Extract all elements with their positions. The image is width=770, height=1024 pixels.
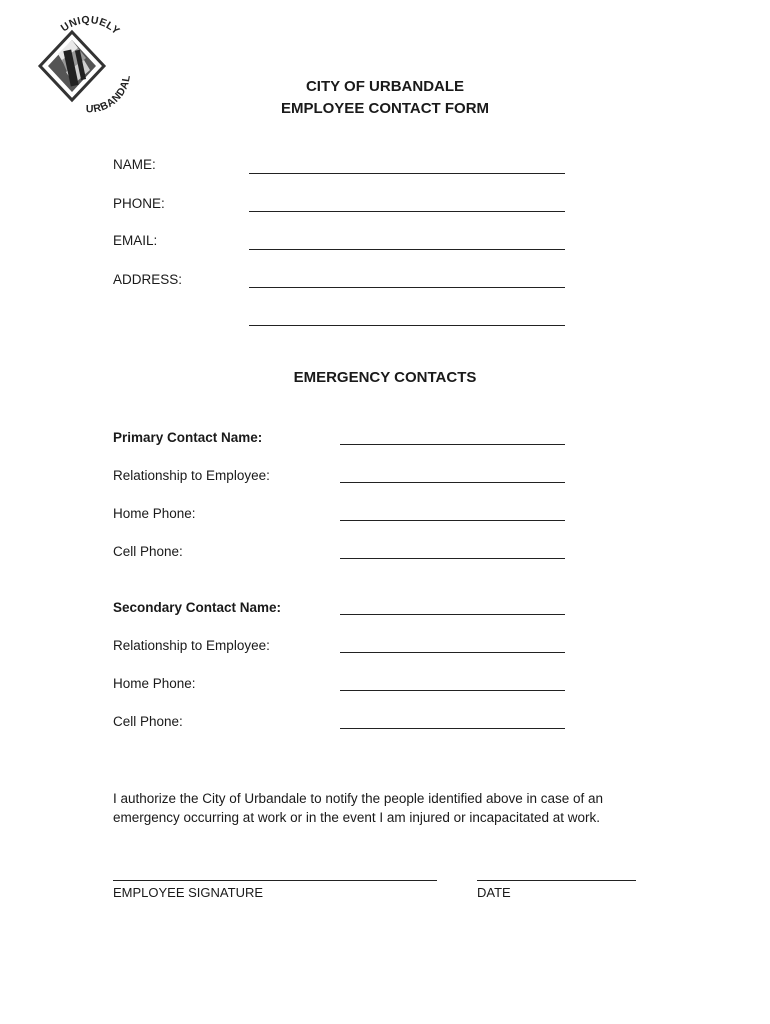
authorization-line-1: I authorize the City of Urbandale to notify the people identified above in case of an [113,791,604,806]
date-label: DATE [477,885,511,900]
name-label: NAME: [113,157,156,172]
secondary-cell-phone-label: Cell Phone: [113,714,183,729]
primary-contact-name-field[interactable] [340,444,565,445]
address-label: ADDRESS: [113,272,183,287]
employee-signature-field[interactable] [113,880,437,881]
secondary-contact-name-label: Secondary Contact Name: [113,600,282,615]
form-title-city: CITY OF URBANDALE [305,78,465,95]
name-field[interactable] [249,173,565,174]
authorization-line-2: emergency occurring at work or in the event I am injured or incapacitated at work. [113,810,600,825]
logo-arc-top-text: UNIQUELY [58,14,123,38]
primary-relationship-field[interactable] [340,482,565,483]
date-field[interactable] [477,880,636,881]
primary-relationship-label: Relationship to Employee: [113,468,270,483]
employee-signature-label: EMPLOYEE SIGNATURE [113,885,264,900]
secondary-home-phone-field[interactable] [340,690,565,691]
primary-home-phone-field[interactable] [340,520,565,521]
emergency-contacts-heading: EMERGENCY CONTACTS [293,369,477,386]
primary-cell-phone-field[interactable] [340,558,565,559]
email-field[interactable] [249,249,565,250]
primary-home-phone-label: Home Phone: [113,506,196,521]
address-field-line2[interactable] [249,325,565,326]
secondary-cell-phone-field[interactable] [340,728,565,729]
phone-field[interactable] [249,211,565,212]
phone-label: PHONE: [113,196,165,211]
address-field-line1[interactable] [249,287,565,288]
secondary-relationship-field[interactable] [340,652,565,653]
secondary-contact-name-field[interactable] [340,614,565,615]
secondary-relationship-label: Relationship to Employee: [113,638,270,653]
logo-arc-bottom-text: URBANDAL [85,73,134,116]
primary-cell-phone-label: Cell Phone: [113,544,183,559]
secondary-home-phone-label: Home Phone: [113,676,196,691]
primary-contact-name-label: Primary Contact Name: [113,430,263,445]
email-label: EMAIL: [113,233,158,248]
form-title: EMPLOYEE CONTACT FORM [280,100,490,117]
authorization-statement [113,789,673,827]
